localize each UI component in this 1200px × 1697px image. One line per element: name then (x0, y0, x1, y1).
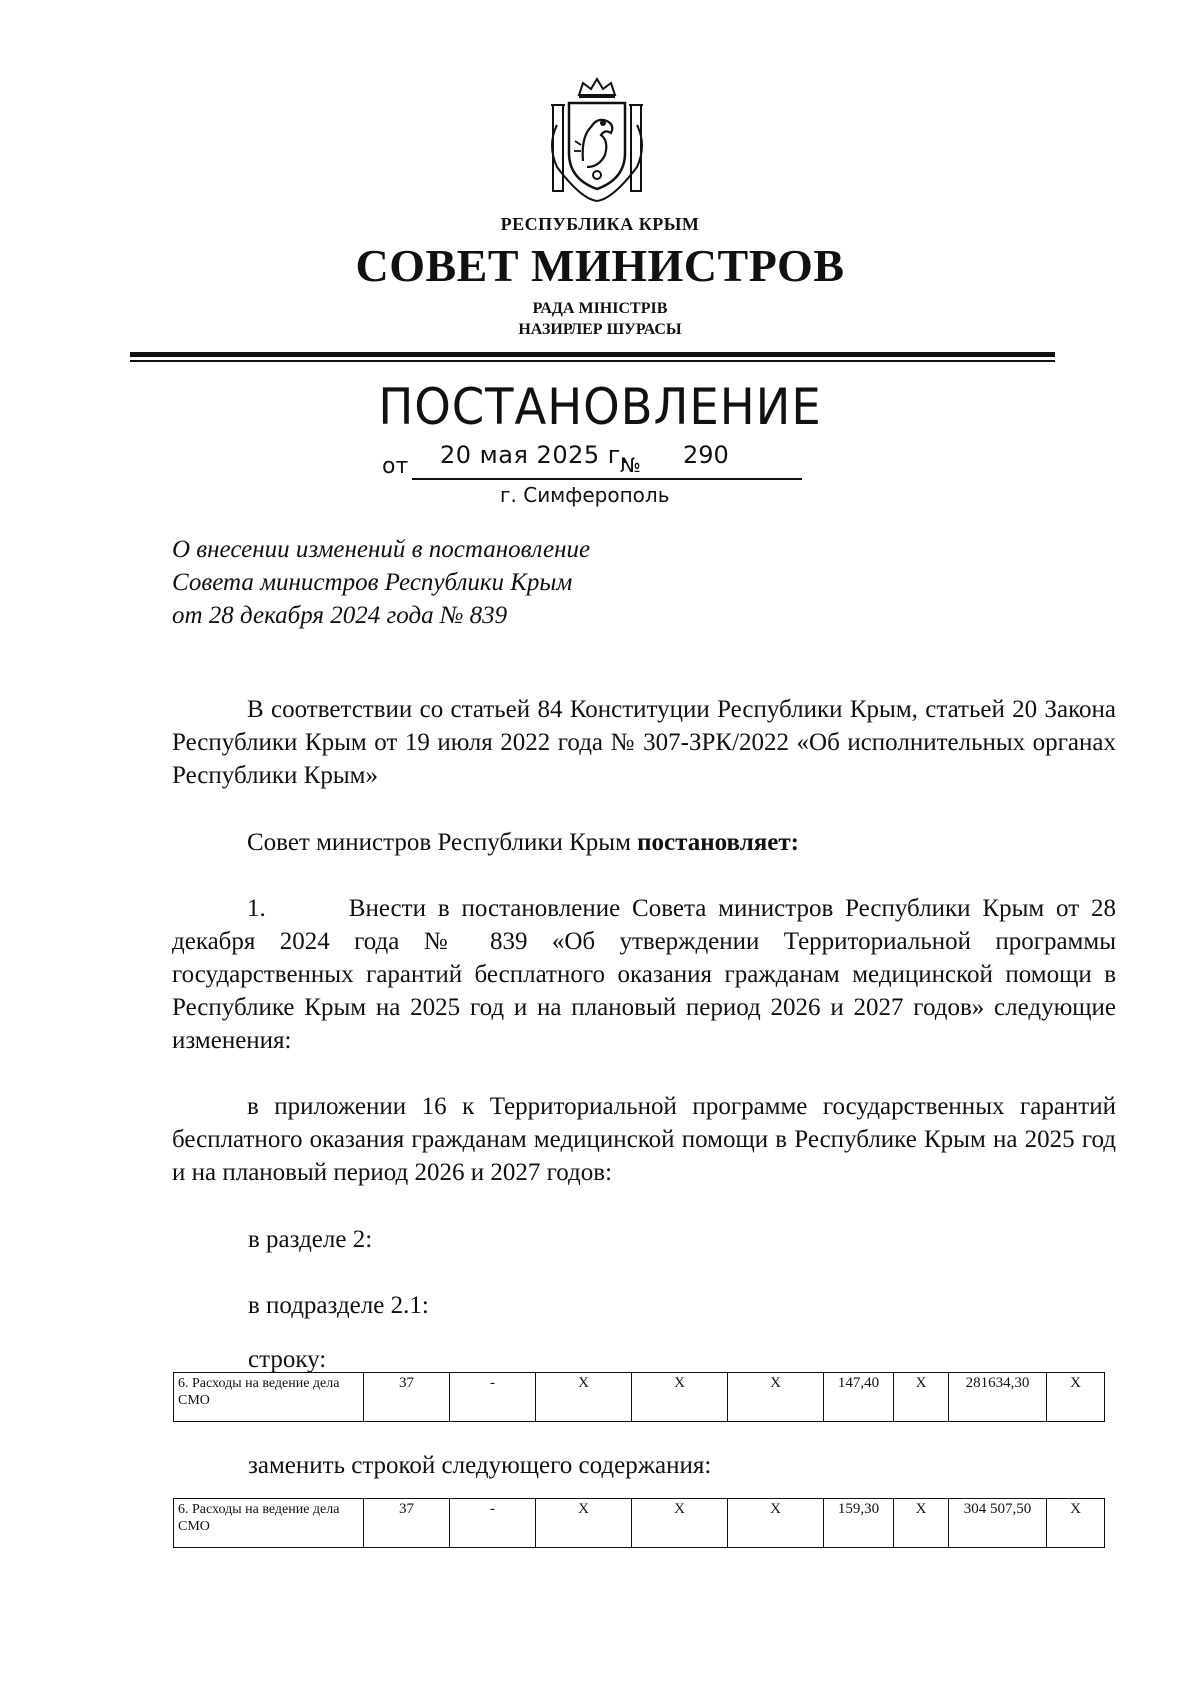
table-row (174, 1373, 1105, 1422)
paragraph-basis (172, 693, 1116, 792)
table-cell: 37 (364, 1373, 450, 1422)
subject-line: от 28 декабря 2024 года № 839 (172, 602, 508, 629)
paragraph-basis-text: В соответствии со статьей 84 Конституции Республики Крым, статьей 20 Закона Республики Крым от 19 июля 2022 года № 307-ЗРК/2022 «Об исполнительных органах Республики Крым» (172, 696, 1116, 789)
republic-title: РЕСПУБЛИКА КРЫМ (500, 214, 700, 234)
table-cell: 159,30 (824, 1499, 894, 1548)
table-cell: 6. Расходы на ведение дела СМО (174, 1499, 364, 1548)
paragraph-item-1 (172, 892, 1116, 1057)
city: г. Симферополь (500, 483, 670, 507)
date-underline (412, 478, 802, 480)
table-cell: Х (728, 1373, 824, 1422)
paragraph-replace: заменить строкой следующего содержания: (248, 1452, 712, 1479)
council-title-crimean-tatar: НАЗИРЛЕР ШУРАСЫ (518, 321, 682, 338)
table-cell: Х (894, 1373, 949, 1422)
paragraph-annex (172, 1090, 1116, 1189)
resolves-bold: постановляет: (637, 829, 799, 856)
table-row (174, 1499, 1105, 1548)
subject-line: Совета министров Республики Крым (172, 569, 573, 596)
document-subject (172, 533, 590, 632)
council-title-ukrainian: РАДА МІНІСТРІВ (532, 300, 668, 317)
table-cell: 281634,30 (949, 1373, 1047, 1422)
item-text: Внести в постановление Совета министров Республики Крым от 28 декабря 2024 года № 839 «Об утверждении Территориальной программы государственных гарантий бесплатного оказания гражданам медицинской помощи в Республике Крым на 2025 год и на плановый период 2026 и 2027 годов» следующие изменения: (172, 895, 1116, 1054)
table-cell: Х (536, 1373, 632, 1422)
header-divider-thick (130, 352, 1055, 357)
table-cell: Х (728, 1499, 824, 1548)
table-cell: Х (1047, 1499, 1105, 1548)
paragraph-resolves (172, 826, 1116, 859)
table-cell: Х (632, 1499, 728, 1548)
resolves-text: Совет министров Республики Крым (247, 829, 638, 856)
table-cell: - (450, 1499, 536, 1548)
new-row-table (173, 1498, 1105, 1548)
paragraph-subsection: в подразделе 2.1: (248, 1292, 429, 1319)
table-cell: - (450, 1373, 536, 1422)
document-number: 290 (683, 441, 729, 469)
council-title: СОВЕТ МИНИСТРОВ (355, 240, 845, 291)
header-divider-thin (130, 360, 1055, 362)
document-date: 20 мая 2025 г. (440, 441, 629, 469)
table-cell: Х (1047, 1373, 1105, 1422)
table-cell: Х (894, 1499, 949, 1548)
coat-of-arms-emblem (541, 75, 653, 205)
paragraph-annex-text: в приложении 16 к Территориальной программе государственных гарантий бесплатного оказания гражданам медицинской помощи в Республике Крым на 2025 год и на плановый период 2026 и 2027 годов: (172, 1093, 1116, 1186)
number-sign: № (620, 453, 641, 477)
subject-line: О внесении изменений в постановление (172, 536, 591, 563)
table-cell: 37 (364, 1499, 450, 1548)
paragraph-section: в разделе 2: (248, 1226, 373, 1253)
old-row-table (173, 1372, 1105, 1422)
table-cell: 147,40 (824, 1373, 894, 1422)
document-type: ПОСТАНОВЛЕНИЕ (378, 378, 822, 436)
table-cell: 6. Расходы на ведение дела СМО (174, 1373, 364, 1422)
table-cell: Х (536, 1499, 632, 1548)
table-cell: 304 507,50 (949, 1499, 1047, 1548)
table-cell: Х (632, 1373, 728, 1422)
item-number: 1. (247, 895, 266, 922)
paragraph-row-label: строку: (248, 1346, 327, 1373)
date-prefix: от (382, 454, 409, 479)
